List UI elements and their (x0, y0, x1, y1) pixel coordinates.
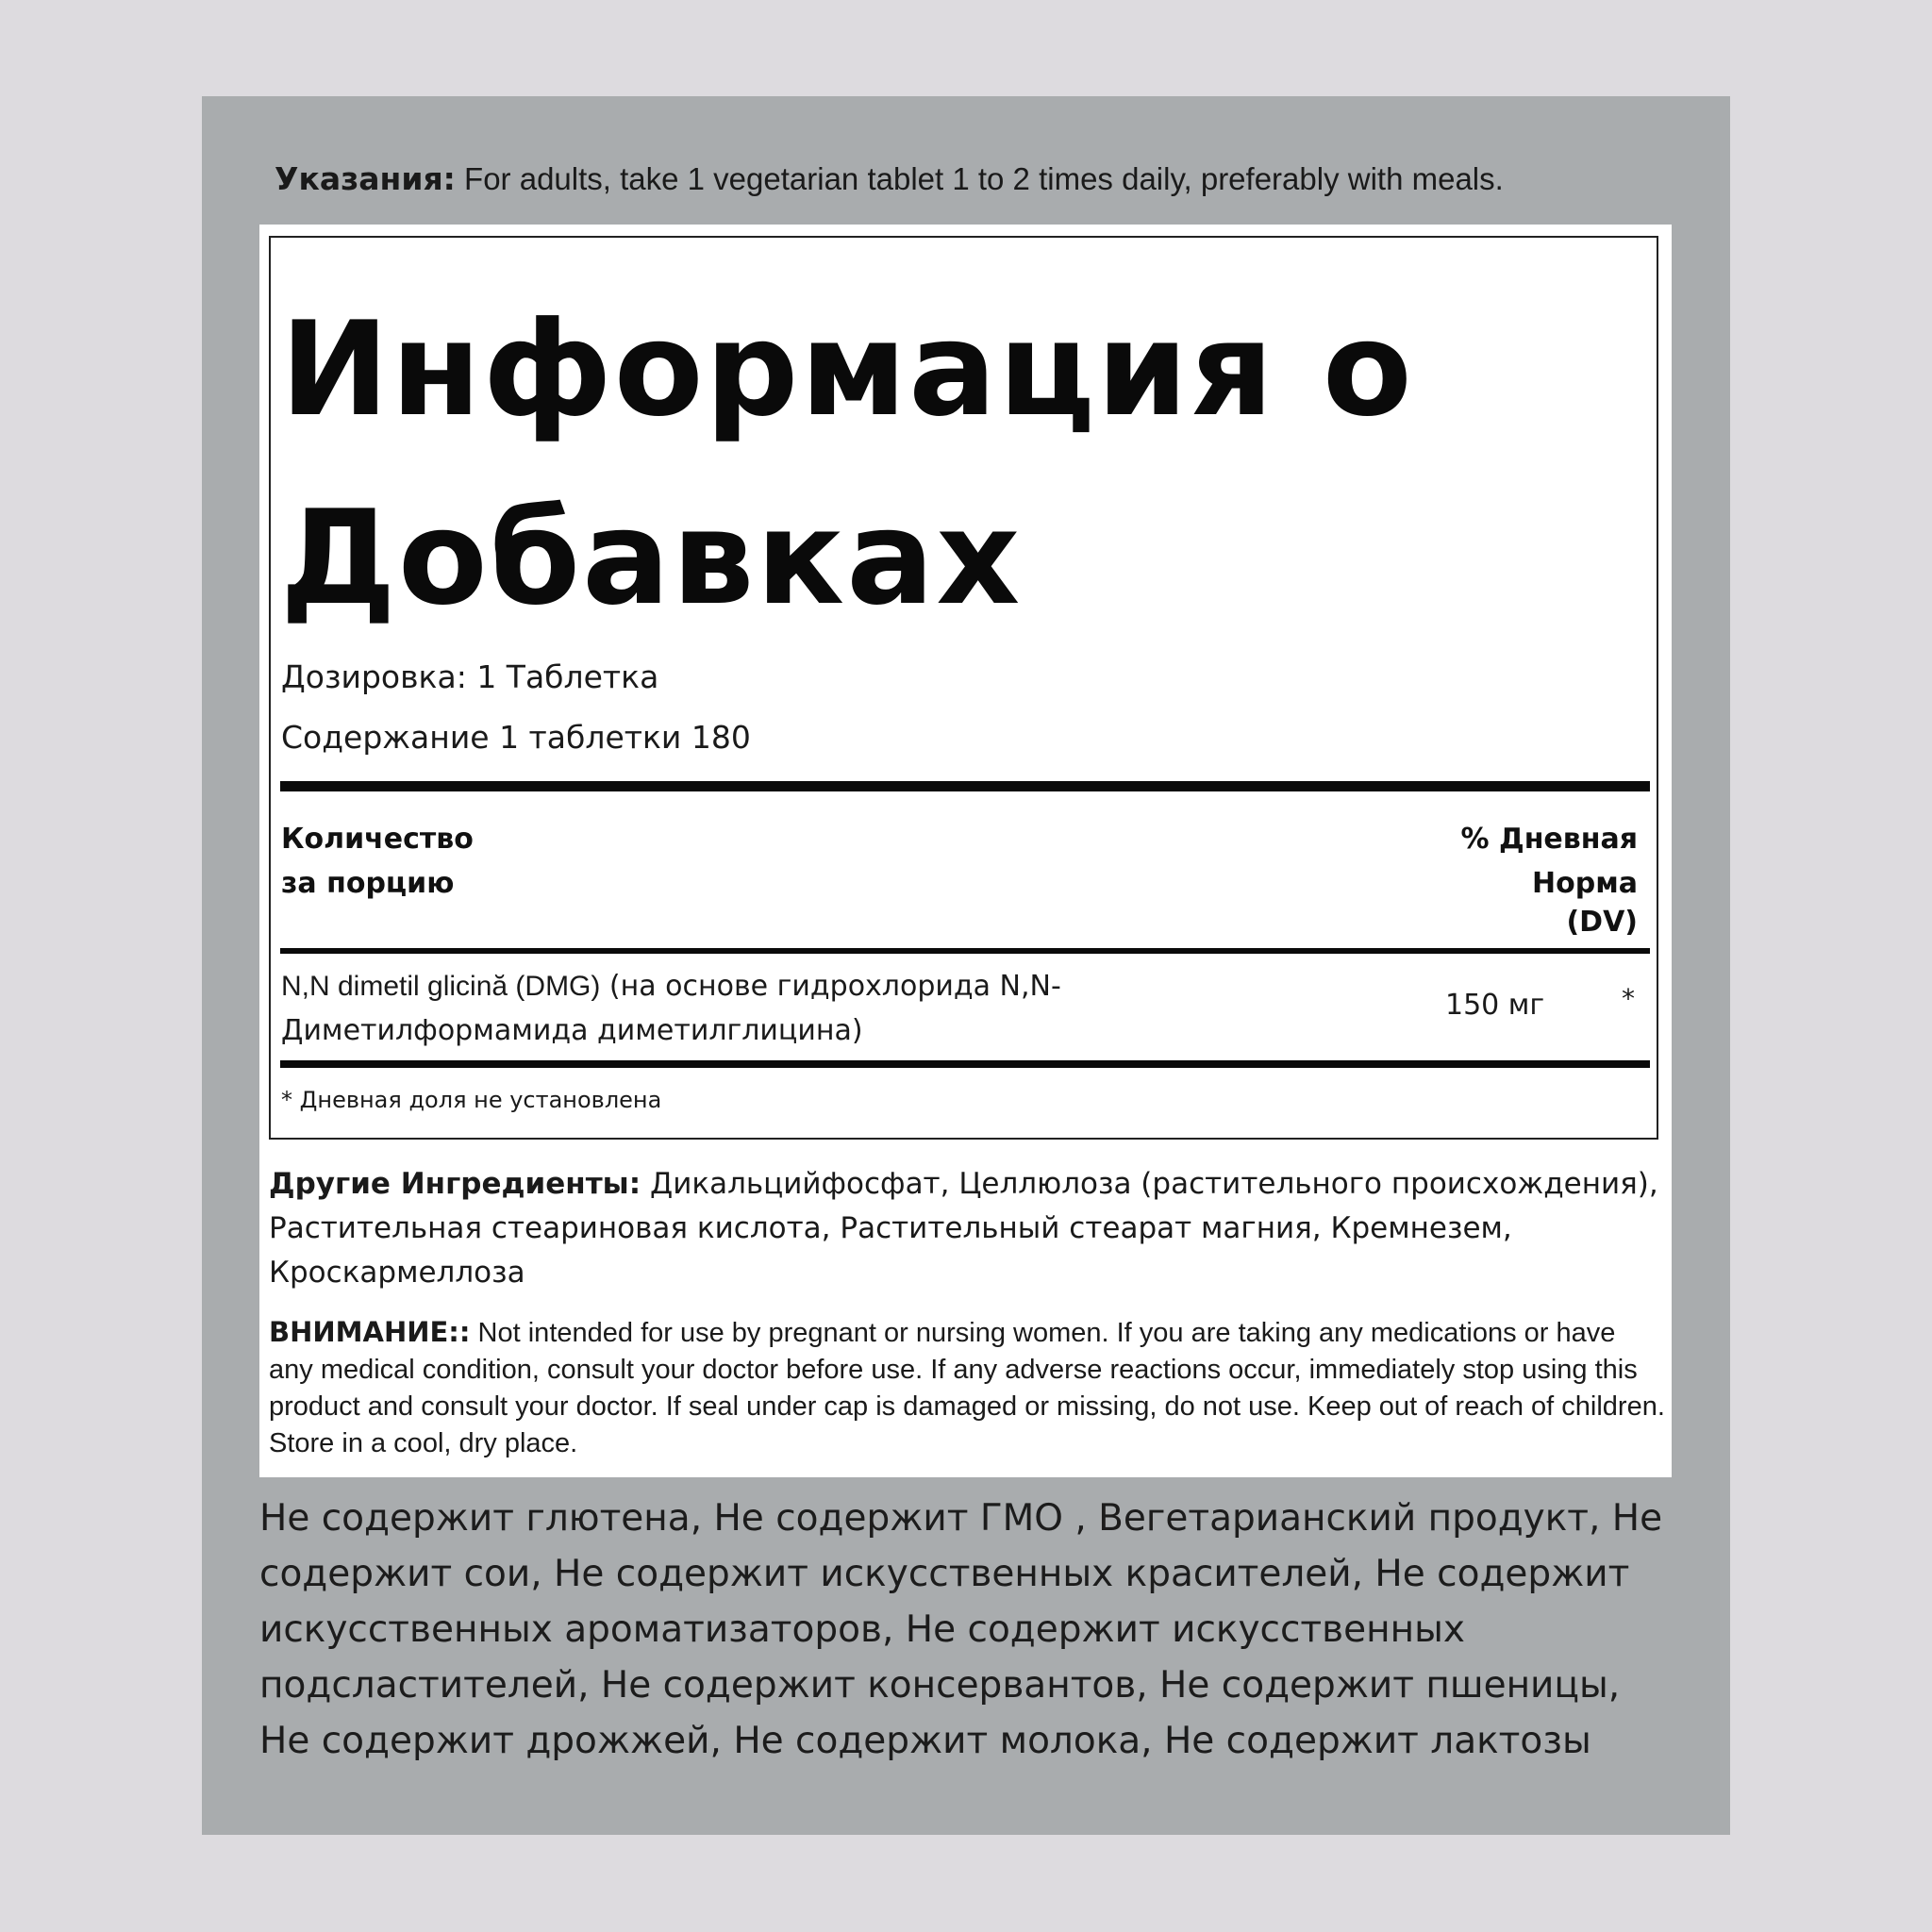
warning-label: ВНИМАНИЕ:: (269, 1316, 471, 1348)
other-ingredients-label: Другие Ингредиенты: (269, 1167, 641, 1201)
supplement-facts-box (269, 236, 1658, 1140)
warning-text: Not intended for use by pregnant or nursing women. If you are taking any medications or have any medical condition, consult your doctor before use. If any adverse reactions occur, immediately stop using this product and consult your doctor. If seal under cap is damaged or missing, do not use. Keep out of reach of children. Store in a cool, dry place. (269, 1318, 1665, 1458)
divider-medium (280, 948, 1650, 954)
divider-thick (280, 781, 1650, 791)
directions-text: For adults, take 1 vegetarian tablet 1 to 2 times daily, preferably with meals. (455, 161, 1504, 196)
other-ingredients-text: Дикальцийфосфат, Целлюлоза (растительного происхождения), Растительная стеариновая кислота, Растительный стеарат магния, Кремнезем, Кроскармеллоза (269, 1167, 1658, 1290)
daily-value-footnote: * Дневная доля не установлена (281, 1087, 662, 1113)
other-ingredients (269, 1162, 1665, 1295)
ingredient-daily-value: * (1622, 983, 1635, 1014)
white-panel (259, 225, 1672, 1477)
daily-value-header (1460, 817, 1638, 940)
amount-header-line2: за порцию (281, 867, 455, 900)
dv-header-line3: (DV) (1566, 906, 1638, 939)
dv-header-line1: % Дневная (1460, 823, 1638, 856)
warning (269, 1314, 1665, 1462)
directions-label: Указания: (275, 160, 456, 197)
facts-title-line1: Информация о (280, 293, 1414, 445)
amount-per-serving-header (281, 817, 474, 906)
ingredient-name-rest: (на основе гидрохлорида N,N-Диметилформамида диметилглицина) (281, 970, 1061, 1047)
directions (275, 158, 1690, 200)
ingredient-name-latin: N,N dimetil glicină (DMG) (281, 971, 601, 1002)
facts-title (280, 275, 1414, 653)
servings-per-container: Содержание 1 таблетки 180 (281, 719, 751, 756)
facts-title-line2: Добавках (280, 482, 1023, 634)
amount-header-line1: Количество (281, 823, 474, 856)
product-claims: Не содержит глютена, Не содержит ГМО , Вегетарианский продукт, Не содержит сои, Не содержит искусственных красителей, Не содержит искусственных ароматизаторов, Не содержит искусственных подсластителей, Не содержит консервантов, Не содержит пшеницы, Не содержит дрожжей, Не содержит молока, Не содержит лактозы (259, 1497, 1663, 1762)
label-panel (202, 96, 1730, 1835)
ingredient-amount: 150 мг (1445, 989, 1545, 1022)
ingredient-name (281, 964, 1130, 1053)
dv-header-line2: Норма (1532, 867, 1638, 900)
divider-thick-bottom (280, 1060, 1650, 1068)
serving-size: Дозировка: 1 Таблетка (281, 658, 659, 695)
